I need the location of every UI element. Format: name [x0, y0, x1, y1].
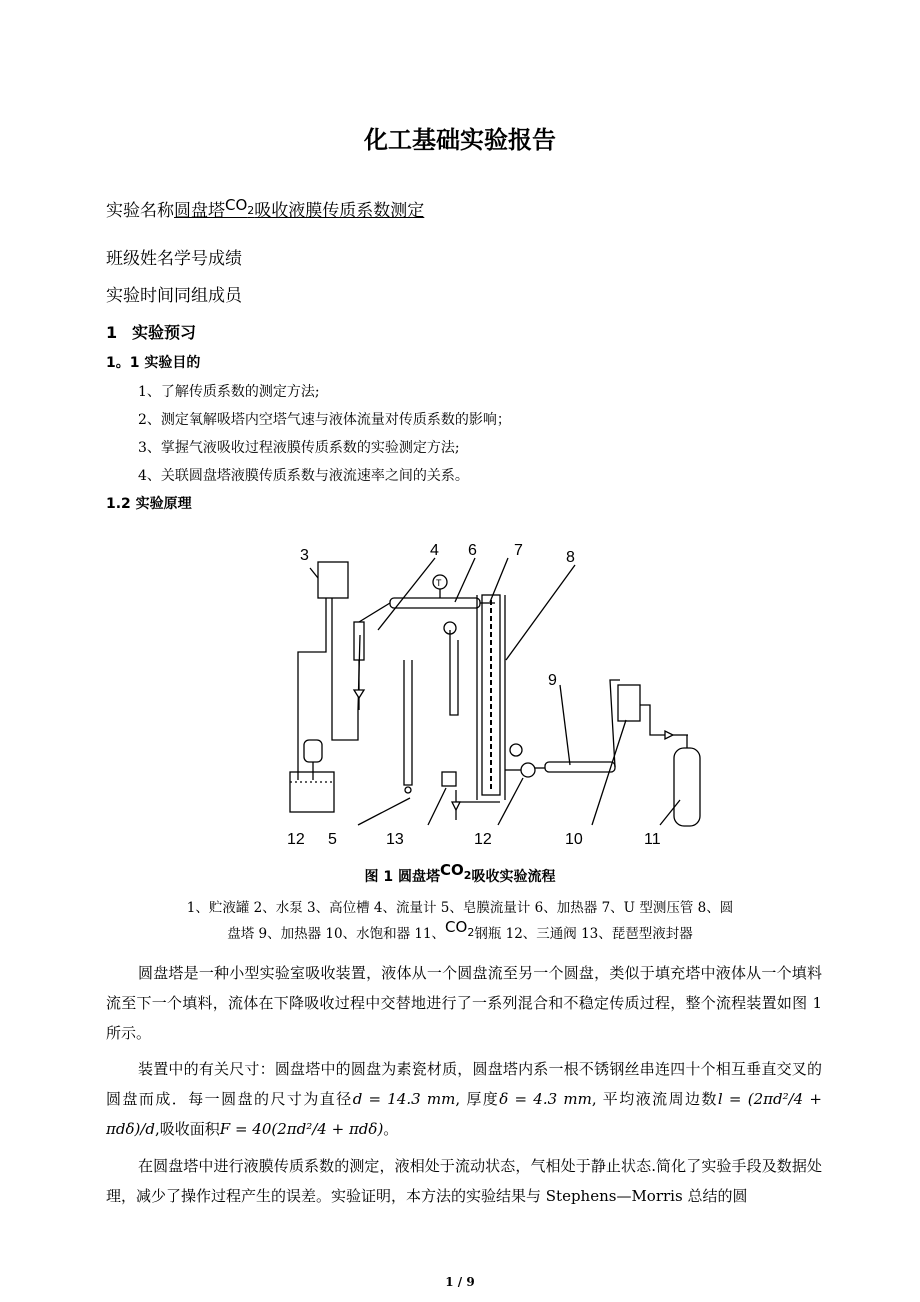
diagram-label: 10 [565, 831, 583, 848]
experiment-name-line [106, 196, 424, 221]
process-flow-diagram [270, 540, 720, 855]
figure-legend-line-1: 1、贮液罐 2、水泵 3、高位槽 4、流量计 5、皂膜流量计 6、加热器 7、U 型测压管 8、圆 [186, 900, 734, 916]
report-title: 化工基础实验报告 [364, 126, 556, 154]
time-info-line: 实验时间同组成员 [106, 286, 242, 306]
co2-cylinder [674, 748, 700, 826]
list-item: 4、关联圆盘塔液膜传质系数与液流速率之间的关系。 [138, 468, 469, 484]
paragraph: 在圆盘塔中进行液膜传质系数的测定，液相处于流动状态，气相处于静止状态.简化了实验手段及数据处理，减少了操作过程产生的误差。实验证明，本方法的实验结果与 Stephens—Morris 总结的圆 [106, 1157, 822, 1205]
subsection-heading-principle: 1.2 实验原理 [106, 496, 192, 512]
figure-caption: 图 1 圆盘塔$CO_2$吸收实验流程 [364, 861, 556, 885]
diagram-label: 7 [514, 542, 523, 559]
experiment-name-value: 圆盘塔$CO_2$吸收液膜传质系数测定 [174, 196, 425, 221]
figure-legend-line-2: 盘塔 9、加热器 10、水饱和器 11、$CO_2$钢瓶 12、三通阀 13、琵琶型液封器 [227, 918, 693, 942]
liquid-seal [442, 772, 456, 786]
list-item: 2、测定氧解吸塔内空塔气速与液体流量对传质系数的影响； [138, 412, 511, 428]
diagram-label: 11 [644, 831, 661, 848]
diagram-label: 4 [430, 542, 439, 559]
subsection-heading-purpose: 1。1 实验目的 [106, 355, 201, 371]
diagram-label: 5 [328, 831, 337, 848]
storage-tank [290, 772, 334, 812]
diagram-label: 12 [474, 831, 492, 848]
head-tank [318, 562, 348, 598]
heater [390, 598, 480, 608]
diagram-label: 6 [468, 542, 477, 559]
pump [304, 740, 322, 762]
experiment-name-label: 实验名称 [106, 201, 174, 221]
thermometer-icon [510, 744, 522, 756]
paragraph: 装置中的有关尺寸：圆盘塔中的圆盘为素瓷材质，圆盘塔内系一根不锈钢丝串连四十个相互垂直交叉的圆盘而成．每一圆盘的尺寸为直径d = 14.3 mm, 厚度δ = 4.3 mm, 平均液流周边数l = (2πd²/4 + πdδ)/d,吸收面积F = 40(2πd²/4 + πdδ)。 [106, 1060, 822, 1138]
saturator [618, 685, 640, 721]
paragraph: 圆盘塔是一种小型实验室吸收装置，液体从一个圆盘流至另一个圆盘，类似于填充塔中液体从一个填料流至下一个填料，流体在下降吸收过程中交替地进行了一系列混合和不稳定传质过程，整个流程装置如图 1 所示。 [106, 964, 822, 1042]
diagram-label: 3 [300, 547, 309, 564]
diagram-label: 13 [386, 831, 404, 848]
section-heading: 1 实验预习 [106, 323, 197, 342]
diagram-label: 8 [566, 549, 575, 566]
list-item: 1、了解传质系数的测定方法; [138, 384, 320, 400]
list-item: 3、掌握气液吸收过程液膜传质系数的实验测定方法; [138, 440, 460, 456]
diagram-label: 12 [287, 831, 305, 848]
heater-2 [545, 762, 615, 772]
three-way-valve [521, 763, 535, 777]
co2-formula: $CO_2$ [225, 196, 255, 217]
class-info-line: 班级姓名学号成绩 [106, 249, 242, 269]
thermometer-label: T [436, 578, 442, 588]
diagram-label: 9 [548, 672, 557, 689]
page-number: 1 / 9 [445, 1275, 475, 1289]
